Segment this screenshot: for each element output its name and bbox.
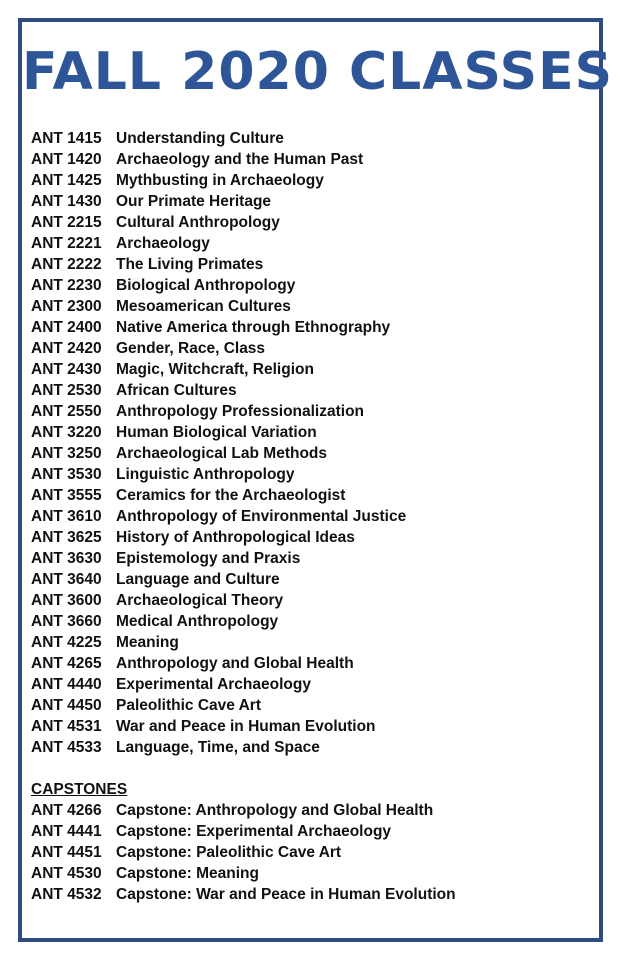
course-title: Archaeology and the Human Past xyxy=(116,151,364,168)
course-code: ANT 3530 xyxy=(31,466,102,483)
class-row xyxy=(31,338,591,359)
course-title: Archaeological Lab Methods xyxy=(116,445,328,462)
course-code: ANT 1415 xyxy=(31,130,102,147)
capstone-row xyxy=(31,884,591,905)
class-list xyxy=(31,128,591,905)
class-row xyxy=(31,401,591,422)
course-title: Capstone: War and Peace in Human Evolution xyxy=(116,886,456,903)
capstone-row xyxy=(31,863,591,884)
class-row xyxy=(31,464,591,485)
capstone-row xyxy=(31,842,591,863)
course-code: ANT 2222 xyxy=(31,256,102,273)
capstone-classes xyxy=(31,800,591,905)
course-title: Language, Time, and Space xyxy=(116,739,320,756)
course-title: Understanding Culture xyxy=(116,130,284,147)
class-row xyxy=(31,380,591,401)
course-code: ANT 4533 xyxy=(31,739,102,756)
course-title: Anthropology and Global Health xyxy=(116,655,354,672)
class-row xyxy=(31,485,591,506)
class-row xyxy=(31,443,591,464)
course-code: ANT 2215 xyxy=(31,214,102,231)
course-code: ANT 3555 xyxy=(31,487,102,504)
course-code: ANT 4440 xyxy=(31,676,102,693)
section-spacer xyxy=(31,758,591,779)
course-code: ANT 1430 xyxy=(31,193,102,210)
class-row xyxy=(31,674,591,695)
class-row xyxy=(31,191,591,212)
course-title: Archaeological Theory xyxy=(116,592,284,609)
course-code: ANT 3660 xyxy=(31,613,102,630)
course-code: ANT 3250 xyxy=(31,445,102,462)
page-frame xyxy=(18,18,614,942)
capstone-row xyxy=(31,821,591,842)
class-row xyxy=(31,233,591,254)
course-code: ANT 1420 xyxy=(31,151,102,168)
course-code: ANT 2400 xyxy=(31,319,102,336)
course-code: ANT 4441 xyxy=(31,823,102,840)
class-row xyxy=(31,611,591,632)
course-title: Anthropology of Environmental Justice xyxy=(116,508,407,525)
course-title: History of Anthropological Ideas xyxy=(116,529,355,546)
class-row xyxy=(31,296,591,317)
course-code: ANT 1425 xyxy=(31,172,102,189)
course-title: Native America through Ethnography xyxy=(116,319,391,336)
course-code: ANT 4530 xyxy=(31,865,102,882)
class-row xyxy=(31,170,591,191)
class-row xyxy=(31,149,591,170)
course-title: Language and Culture xyxy=(116,571,280,588)
course-code: ANT 3640 xyxy=(31,571,102,588)
course-code: ANT 2530 xyxy=(31,382,102,399)
class-row xyxy=(31,506,591,527)
page-title: FALL 2020 CLASSES xyxy=(22,42,614,102)
course-code: ANT 2221 xyxy=(31,235,102,252)
course-code: ANT 4451 xyxy=(31,844,102,861)
course-title: Biological Anthropology xyxy=(116,277,296,294)
class-row xyxy=(31,317,591,338)
class-row xyxy=(31,128,591,149)
course-title: Anthropology Professionalization xyxy=(116,403,365,420)
course-title: Capstone: Anthropology and Global Health xyxy=(116,802,434,819)
course-code: ANT 3610 xyxy=(31,508,102,525)
course-code: ANT 2420 xyxy=(31,340,102,357)
course-code: ANT 2550 xyxy=(31,403,102,420)
course-title: Mythbusting in Archaeology xyxy=(116,172,324,189)
course-title: Capstone: Experimental Archaeology xyxy=(116,823,392,840)
course-code: ANT 4450 xyxy=(31,697,102,714)
course-title: Magic, Witchcraft, Religion xyxy=(116,361,314,378)
class-row xyxy=(31,695,591,716)
capstones-heading: CAPSTONES xyxy=(31,781,128,798)
course-code: ANT 4265 xyxy=(31,655,102,672)
course-title: Gender, Race, Class xyxy=(116,340,266,357)
course-title: Human Biological Variation xyxy=(116,424,317,441)
course-code: ANT 3600 xyxy=(31,592,102,609)
course-title: Paleolithic Cave Art xyxy=(116,697,262,714)
class-row xyxy=(31,212,591,233)
course-code: ANT 2230 xyxy=(31,277,102,294)
course-title: Linguistic Anthropology xyxy=(116,466,295,483)
course-code: ANT 2300 xyxy=(31,298,102,315)
course-title: The Living Primates xyxy=(116,256,264,273)
class-row xyxy=(31,569,591,590)
class-row xyxy=(31,716,591,737)
course-title: Epistemology and Praxis xyxy=(116,550,301,567)
course-code: ANT 4225 xyxy=(31,634,102,651)
course-title: Mesoamerican Cultures xyxy=(116,298,291,315)
course-title: Archaeology xyxy=(116,235,210,252)
class-row xyxy=(31,653,591,674)
course-code: ANT 3630 xyxy=(31,550,102,567)
course-code: ANT 4266 xyxy=(31,802,102,819)
course-code: ANT 4532 xyxy=(31,886,102,903)
course-code: ANT 2430 xyxy=(31,361,102,378)
course-title: Ceramics for the Archaeologist xyxy=(116,487,346,504)
course-code: ANT 4531 xyxy=(31,718,102,735)
class-row xyxy=(31,548,591,569)
course-title: Our Primate Heritage xyxy=(116,193,272,210)
class-row xyxy=(31,737,591,758)
class-row xyxy=(31,422,591,443)
course-title: Medical Anthropology xyxy=(116,613,279,630)
course-title: Cultural Anthropology xyxy=(116,214,280,231)
regular-classes xyxy=(31,128,591,758)
class-row xyxy=(31,527,591,548)
course-code: ANT 3625 xyxy=(31,529,102,546)
course-code: ANT 3220 xyxy=(31,424,102,441)
course-title: African Cultures xyxy=(116,382,237,399)
course-title: Capstone: Meaning xyxy=(116,865,259,882)
class-row xyxy=(31,359,591,380)
class-row xyxy=(31,275,591,296)
course-title: Experimental Archaeology xyxy=(116,676,311,693)
class-row xyxy=(31,632,591,653)
course-title: Capstone: Paleolithic Cave Art xyxy=(116,844,342,861)
class-row xyxy=(31,590,591,611)
class-row xyxy=(31,254,591,275)
course-title: War and Peace in Human Evolution xyxy=(116,718,376,735)
course-title: Meaning xyxy=(116,634,179,651)
capstone-row xyxy=(31,800,591,821)
